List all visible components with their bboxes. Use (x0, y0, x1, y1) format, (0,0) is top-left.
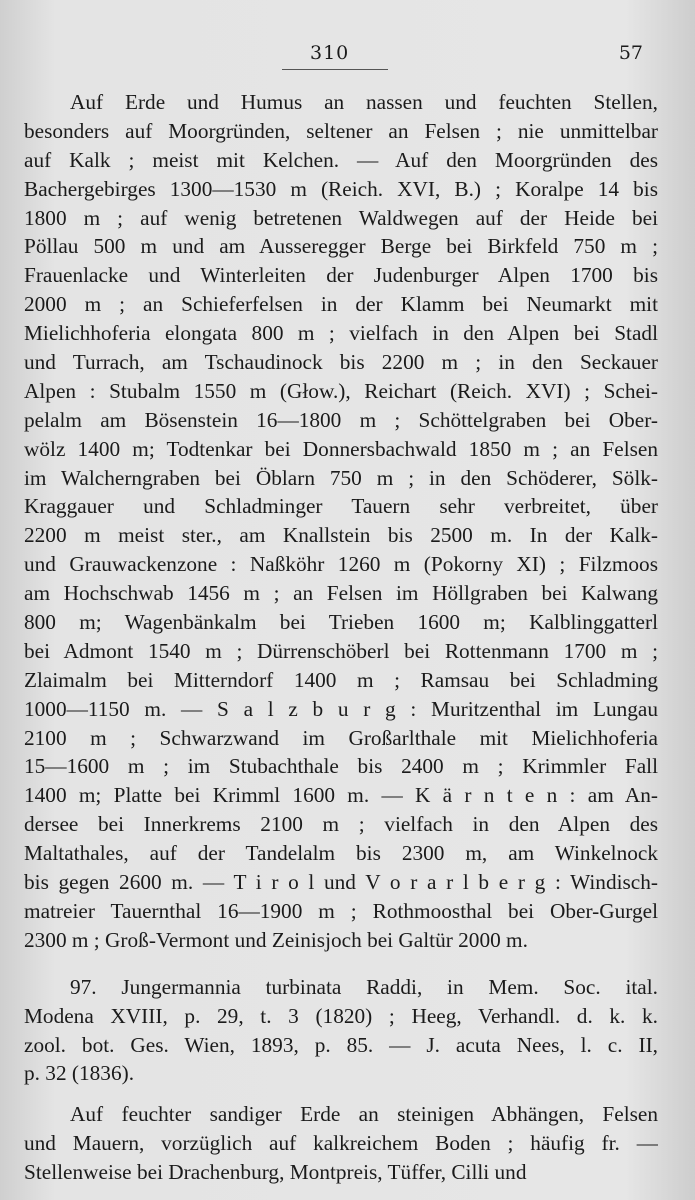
text-line: am Hochschwab 1456 m ; an Felsen im Höllgraben bei Kalwang (24, 581, 658, 606)
text-line: 15—1600 m ; im Stubachthale bis 2400 m ; Krimmler Fall (24, 754, 658, 779)
text-line: 2200 m meist ster., am Knallstein bis 2500 m. In der Kalk- (24, 523, 658, 548)
text-line: Maltathales, auf der Tandelalm bis 2300 m, am Winkelnock (24, 841, 658, 866)
text-line: 2100 m ; Schwarzwand im Großarlthale mit Mielichhoferia (24, 725, 658, 750)
text-line: und Mauern, vorzüglich auf kalkreichem Boden ; häufig fr. — (24, 1131, 658, 1156)
text-line: 1000—1150 m. — S a l z b u r g : Muritzenthal im Lungau (24, 696, 658, 721)
text-line: p. 32 (1836). (24, 1061, 135, 1086)
text-line: Pöllau 500 m und am Ausseregger Berge bei Birkfeld 750 m ; (24, 234, 658, 259)
text-line: Bachergebirges 1300—1530 m (Reich. XVI, B.) ; Koralpe 14 bis (24, 176, 658, 201)
page-header (0, 42, 695, 72)
page-number-right: 57 (618, 42, 643, 64)
text-line: matreier Tauernthal 16—1900 m ; Rothmoosthal bei Ober-Gurgel (24, 898, 658, 923)
page-number-center: 310 (310, 42, 350, 64)
text-line: Frauenlacke und Winterleiten der Judenburger Alpen 1700 bis (24, 263, 658, 288)
text-line: und Turrach, am Tschaudinock bis 2200 m ; in den Seckauer (24, 350, 658, 375)
text-line: 2000 m ; an Schieferfelsen in der Klamm bei Neumarkt mit (24, 292, 658, 317)
text-line: 1800 m ; auf wenig betretenen Waldwegen auf der Heide bei (24, 205, 658, 230)
text-line: dersee bei Innerkrems 2100 m ; vielfach in den Alpen des (24, 812, 658, 837)
text-line: 97. Jungermannia turbinata Raddi, in Mem. Soc. ital. (70, 974, 658, 999)
text-line: und Grauwackenzone : Naßköhr 1260 m (Pokorny XI) ; Filzmoos (24, 552, 658, 577)
text-line: im Walcherngraben bei Öblarn 750 m ; in den Schöderer, Sölk- (24, 465, 658, 490)
paragraph-species-entry (24, 973, 658, 1089)
text-line: 800 m; Wagenbänkalm bei Trieben 1600 m; Kalblinggatterl (24, 610, 658, 635)
text-line: 2300 m ; Groß-Vermont und Zeinisjoch bei Galtür 2000 m. (24, 927, 528, 952)
text-line: Alpen : Stubalm 1550 m (Głow.), Reichart (Reich. XVI) ; Schei- (24, 378, 658, 403)
text-line: Auf Erde und Humus an nassen und feuchten Stellen, (70, 90, 658, 114)
text-line: auf Kalk ; meist mit Kelchen. — Auf den Moorgründen des (24, 147, 658, 172)
text-line: Modena XVIII, p. 29, t. 3 (1820) ; Heeg, Verhandl. d. k. k. (24, 1003, 658, 1028)
paragraph-habitat-locations (24, 88, 658, 955)
text-line: Stellenweise bei Drachenburg, Montpreis, Tüffer, Cilli und (24, 1160, 527, 1185)
text-line: besonders auf Moorgründen, seltener an Felsen ; nie unmittelbar (24, 118, 658, 143)
text-line: wölz 1400 m; Todtenkar bei Donnersbachwald 1850 m ; an Felsen (24, 436, 658, 461)
text-line: Auf feuchter sandiger Erde an steinigen Abhängen, Felsen (70, 1102, 658, 1127)
text-line: zool. bot. Ges. Wien, 1893, p. 85. — J. acuta Nees, l. c. II, (24, 1032, 658, 1057)
paragraph-habitat (24, 1100, 658, 1187)
text-line: Kraggauer und Schladminger Tauern sehr verbreitet, über (24, 494, 658, 519)
body-text (24, 88, 658, 1187)
text-line: Zlaimalm bei Mitterndorf 1400 m ; Ramsau bei Schladming (24, 667, 658, 692)
text-line: pelalm am Bösenstein 16—1800 m ; Schöttelgraben bei Ober- (24, 407, 658, 432)
text-line: bis gegen 2600 m. — T i r o l und V o r a r l b e r g : Windisch- (24, 870, 658, 895)
text-line: bei Admont 1540 m ; Dürrenschöberl bei Rottenmann 1700 m ; (24, 638, 658, 663)
text-line: 1400 m; Platte bei Krimml 1600 m. — K ä r n t e n : am An- (24, 783, 658, 808)
header-rule (282, 69, 388, 70)
text-line: Mielichhoferia elongata 800 m ; vielfach in den Alpen bei Stadl (24, 321, 658, 346)
